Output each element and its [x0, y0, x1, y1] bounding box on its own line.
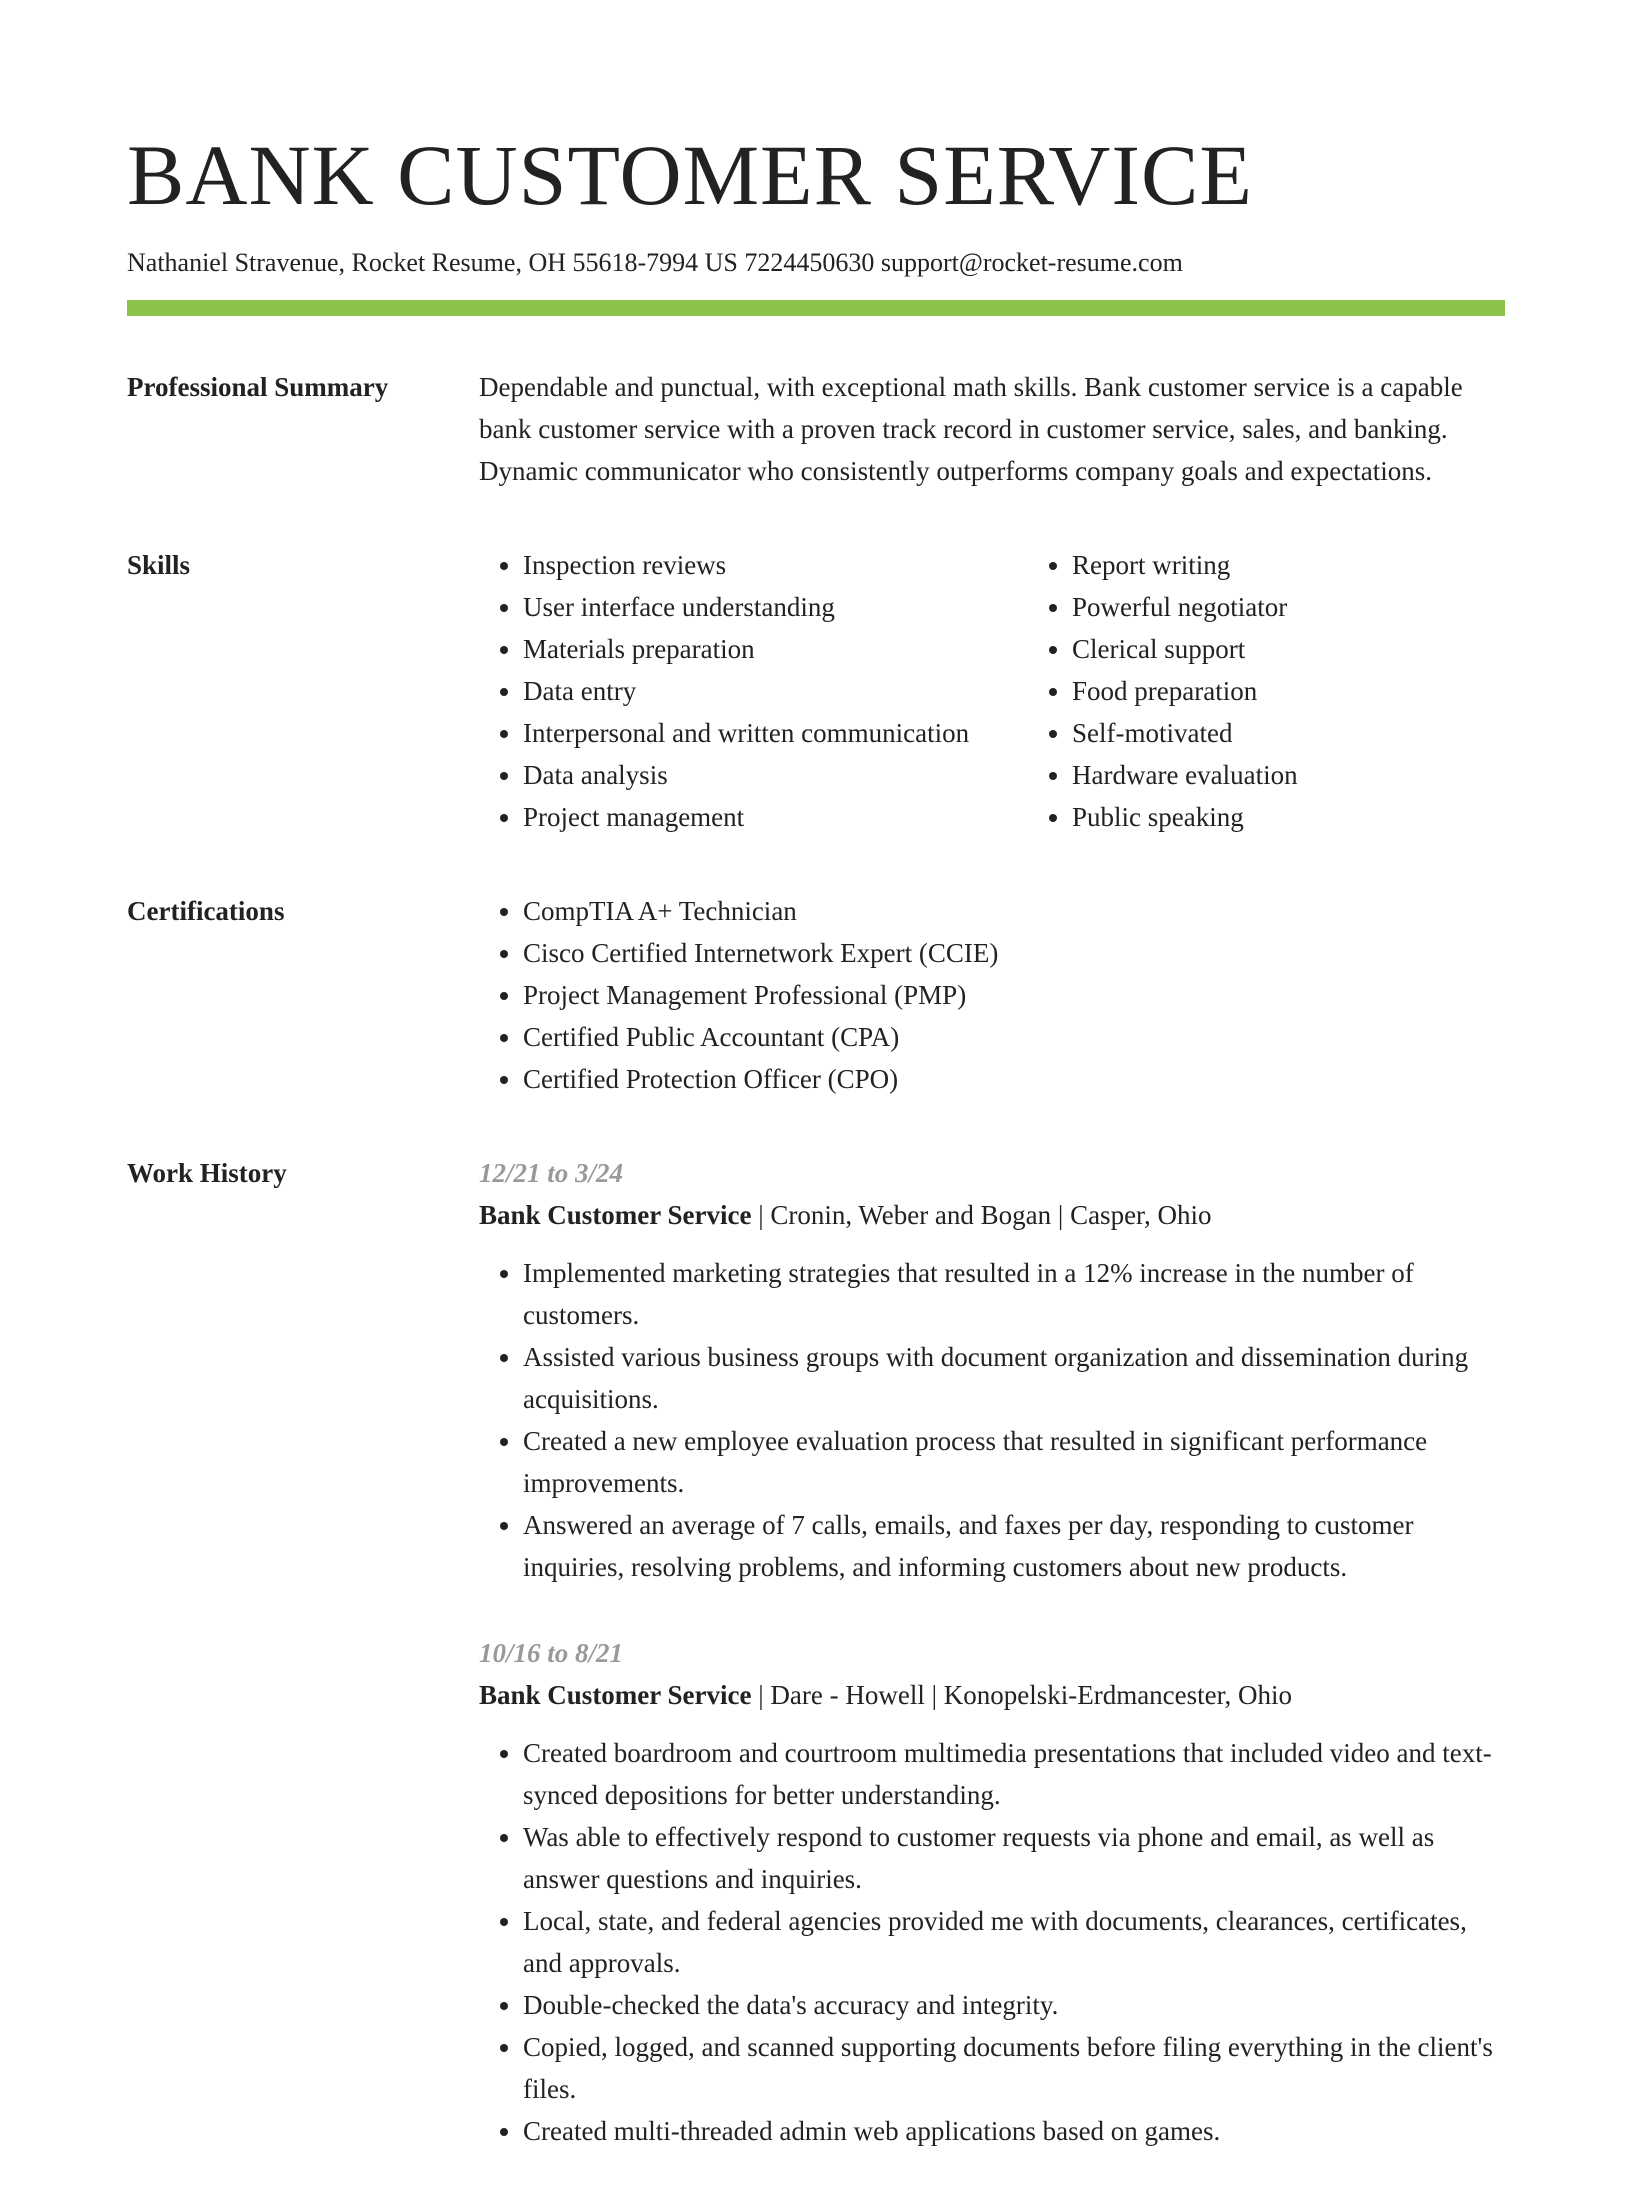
job-duties-list — [479, 1252, 1505, 1588]
certification-item: • Project Management Professional (PMP) — [523, 974, 1505, 1016]
skill-item: • Inspection reviews — [523, 544, 1028, 586]
job-dates: 10/16 to 8/21 — [479, 1637, 624, 1668]
skill-item: • Report writing — [1072, 544, 1549, 586]
skills-section — [127, 544, 1505, 838]
skills-label: Skills — [127, 549, 191, 580]
skill-item: • Project management — [523, 796, 1028, 838]
work-history-content — [479, 1152, 1505, 2196]
job-heading — [479, 1194, 1505, 1236]
job-title: Bank Customer Service — [479, 1679, 752, 1710]
certifications-label: Certifications — [127, 895, 285, 926]
skill-item: • Hardware evaluation — [1072, 754, 1549, 796]
job-dates: 12/21 to 3/24 — [479, 1157, 624, 1188]
job-entry — [479, 1152, 1505, 1588]
job-duty: • Answered an average of 7 calls, emails, and faxes per day, responding to customer inquiries, resolving problems, and informing customers about new products. — [523, 1504, 1505, 1588]
job-duty: • Local, state, and federal agencies provided me with documents, clearances, certificates, and approvals. — [523, 1900, 1505, 1984]
summary-text: Dependable and punctual, with exceptional math skills. Bank customer service is a capable bank customer service with a proven track record in customer service, sales, and banking. Dynamic communicator who consistently outperforms company goals and expectations. — [479, 371, 1463, 486]
skill-item: • Materials preparation — [523, 628, 1028, 670]
skills-list — [479, 544, 1505, 838]
skill-item: • Data analysis — [523, 754, 1028, 796]
job-duty: • Double-checked the data's accuracy and integrity. — [523, 1984, 1505, 2026]
certification-item: • Cisco Certified Internetwork Expert (CCIE) — [523, 932, 1505, 974]
skill-item: • User interface understanding — [523, 586, 1028, 628]
resume-title: BANK CUSTOMER SERVICE — [127, 127, 1253, 223]
job-entry — [479, 1632, 1505, 2152]
job-duty: • Created multi-threaded admin web applications based on games. — [523, 2110, 1505, 2152]
certification-item: • Certified Protection Officer (CPO) — [523, 1058, 1505, 1100]
skill-item: • Public speaking — [1072, 796, 1549, 838]
job-duty: • Created boardroom and courtroom multimedia presentations that included video and text-synced depositions for better understanding. — [523, 1732, 1505, 1816]
certification-item: • CompTIA A+ Technician — [523, 890, 1505, 932]
job-heading — [479, 1674, 1505, 1716]
certifications-list — [479, 890, 1505, 1100]
job-duty: • Was able to effectively respond to customer requests via phone and email, as well as answer questions and inquiries. — [523, 1816, 1505, 1900]
skill-item: • Data entry — [523, 670, 1028, 712]
summary-section — [127, 366, 1505, 492]
certifications-section — [127, 890, 1505, 1100]
job-employer-location: | Dare - Howell | Konopelski-Erdmancester, Ohio — [751, 1679, 1293, 1710]
skill-item: • Self-motivated — [1072, 712, 1549, 754]
skill-item: • Clerical support — [1072, 628, 1549, 670]
work-history-section — [127, 1152, 1505, 2196]
job-duty: • Assisted various business groups with document organization and dissemination during acquisitions. — [523, 1336, 1505, 1420]
contact-line: Nathaniel Stravenue, Rocket Resume, OH 55618-7994 US 7224450630 support@rocket-resume.com — [127, 248, 1183, 277]
skills-column-1 — [479, 544, 1028, 838]
job-employer-location: | Cronin, Weber and Bogan | Casper, Ohio — [751, 1199, 1212, 1230]
job-duty: • Created a new employee evaluation process that resulted in significant performance improvements. — [523, 1420, 1505, 1504]
skill-item: • Interpersonal and written communication — [523, 712, 1028, 754]
certifications-content — [479, 890, 1505, 1100]
job-title: Bank Customer Service — [479, 1199, 752, 1230]
job-duty: • Copied, logged, and scanned supporting documents before filing everything in the client's files. — [523, 2026, 1505, 2110]
skills-column-2 — [1028, 544, 1549, 838]
header-divider — [127, 300, 1505, 316]
work-history-label: Work History — [127, 1157, 287, 1188]
job-duty: • Implemented marketing strategies that resulted in a 12% increase in the number of customers. — [523, 1252, 1505, 1336]
certification-item: • Certified Public Accountant (CPA) — [523, 1016, 1505, 1058]
summary-label: Professional Summary — [127, 371, 389, 402]
skill-item: • Food preparation — [1072, 670, 1549, 712]
job-duties-list — [479, 1732, 1505, 2152]
skill-item: • Powerful negotiator — [1072, 586, 1549, 628]
